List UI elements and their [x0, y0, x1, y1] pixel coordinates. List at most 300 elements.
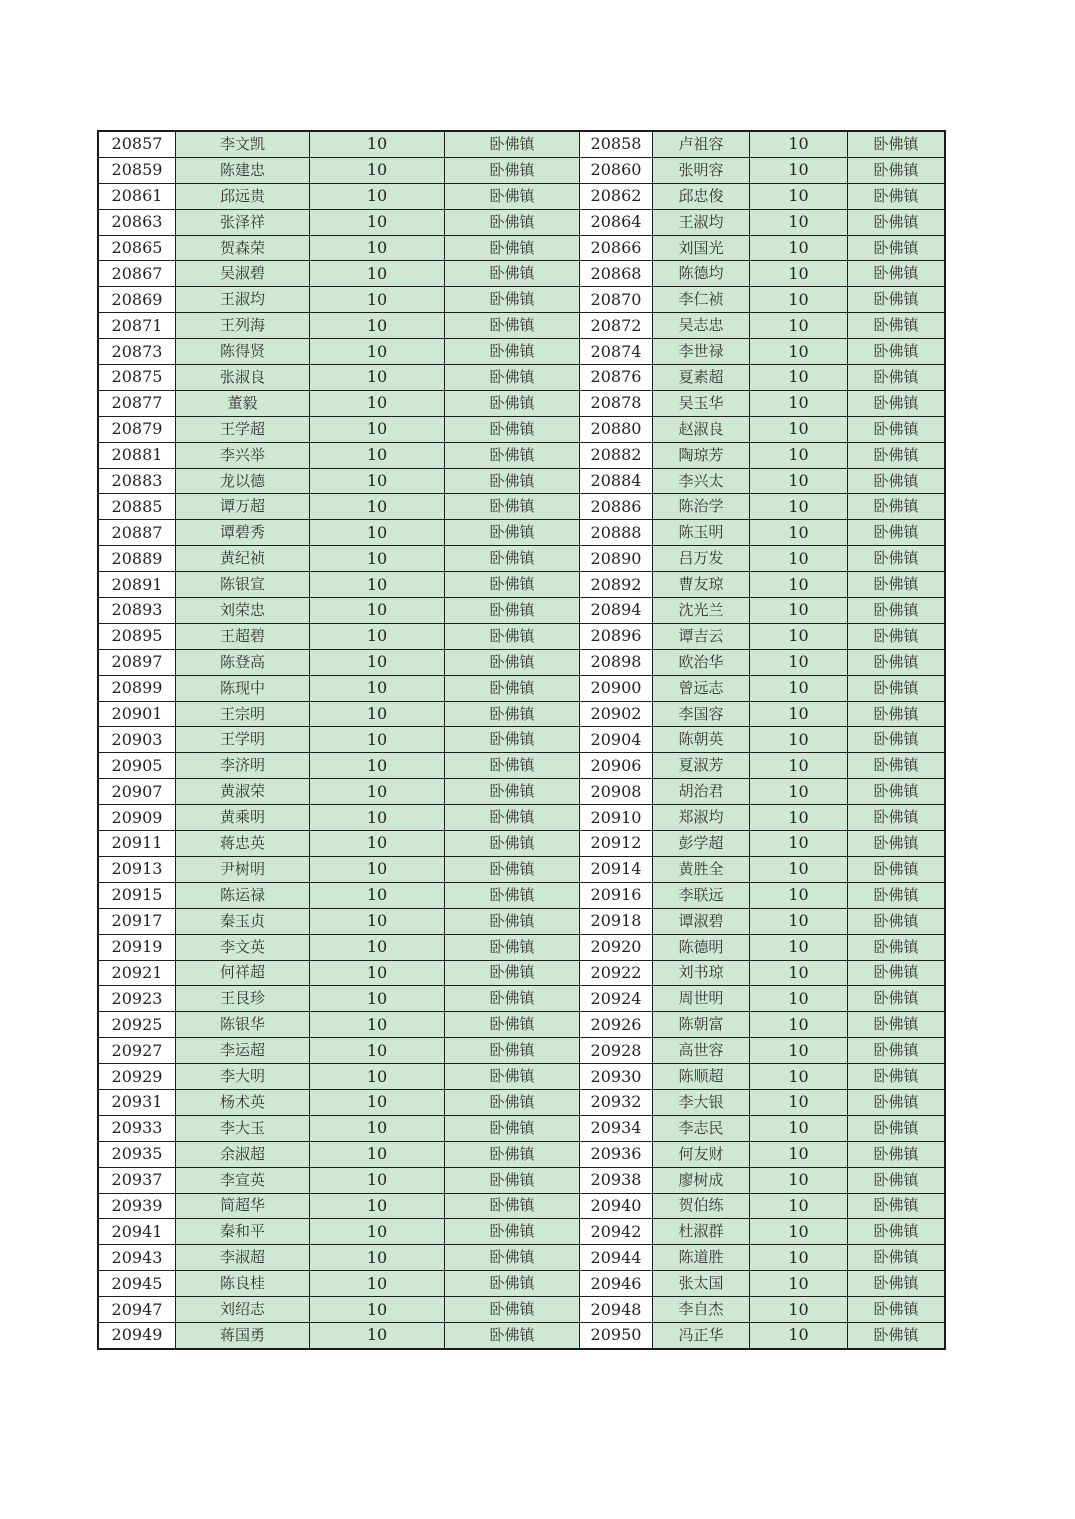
left-town-cell: 卧佛镇 — [445, 520, 580, 546]
left-town-cell: 卧佛镇 — [445, 753, 580, 779]
left-name-cell: 刘荣忠 — [176, 598, 310, 624]
right-value-cell: 10 — [750, 856, 848, 882]
right-name-cell: 欧治华 — [653, 649, 750, 675]
right-value-cell: 10 — [750, 649, 848, 675]
left-value-cell: 10 — [310, 365, 445, 391]
left-value-cell: 10 — [310, 1219, 445, 1245]
left-value-cell: 10 — [310, 1038, 445, 1064]
right-town-cell: 卧佛镇 — [848, 287, 946, 313]
left-id-cell: 20893 — [98, 598, 176, 624]
left-id-cell: 20935 — [98, 1141, 176, 1167]
left-name-cell: 黄淑荣 — [176, 779, 310, 805]
table-body — [98, 131, 945, 1349]
right-id-cell: 20942 — [580, 1219, 653, 1245]
left-value-cell: 10 — [310, 313, 445, 339]
right-value-cell: 10 — [750, 1297, 848, 1323]
left-name-cell: 陈银宣 — [176, 572, 310, 598]
right-town-cell: 卧佛镇 — [848, 1245, 946, 1271]
left-value-cell: 10 — [310, 1167, 445, 1193]
right-town-cell: 卧佛镇 — [848, 1089, 946, 1115]
right-town-cell: 卧佛镇 — [848, 1271, 946, 1297]
table-row — [98, 831, 945, 857]
left-id-cell: 20887 — [98, 520, 176, 546]
left-name-cell: 王宗明 — [176, 701, 310, 727]
left-id-cell: 20927 — [98, 1038, 176, 1064]
left-town-cell: 卧佛镇 — [445, 468, 580, 494]
left-value-cell: 10 — [310, 986, 445, 1012]
right-value-cell: 10 — [750, 209, 848, 235]
table-row — [98, 468, 945, 494]
left-name-cell: 王淑均 — [176, 287, 310, 313]
left-id-cell: 20877 — [98, 390, 176, 416]
right-name-cell: 谭淑碧 — [653, 908, 750, 934]
table-row — [98, 856, 945, 882]
right-town-cell: 卧佛镇 — [848, 183, 946, 209]
right-id-cell: 20928 — [580, 1038, 653, 1064]
right-value-cell: 10 — [750, 934, 848, 960]
right-id-cell: 20894 — [580, 598, 653, 624]
right-id-cell: 20924 — [580, 986, 653, 1012]
right-value-cell: 10 — [750, 986, 848, 1012]
right-value-cell: 10 — [750, 313, 848, 339]
right-value-cell: 10 — [750, 365, 848, 391]
left-name-cell: 董毅 — [176, 390, 310, 416]
left-name-cell: 李宣英 — [176, 1167, 310, 1193]
left-value-cell: 10 — [310, 1141, 445, 1167]
right-name-cell: 王淑均 — [653, 209, 750, 235]
left-name-cell: 谭碧秀 — [176, 520, 310, 546]
left-town-cell: 卧佛镇 — [445, 623, 580, 649]
right-id-cell: 20932 — [580, 1089, 653, 1115]
left-town-cell: 卧佛镇 — [445, 1167, 580, 1193]
left-value-cell: 10 — [310, 183, 445, 209]
left-value-cell: 10 — [310, 390, 445, 416]
table-row — [98, 1219, 945, 1245]
left-id-cell: 20943 — [98, 1245, 176, 1271]
right-id-cell: 20870 — [580, 287, 653, 313]
right-value-cell: 10 — [750, 908, 848, 934]
left-id-cell: 20913 — [98, 856, 176, 882]
right-value-cell: 10 — [750, 157, 848, 183]
right-id-cell: 20892 — [580, 572, 653, 598]
left-town-cell: 卧佛镇 — [445, 287, 580, 313]
right-value-cell: 10 — [750, 753, 848, 779]
right-name-cell: 曹友琼 — [653, 572, 750, 598]
left-town-cell: 卧佛镇 — [445, 675, 580, 701]
table-row — [98, 623, 945, 649]
right-town-cell: 卧佛镇 — [848, 313, 946, 339]
right-id-cell: 20876 — [580, 365, 653, 391]
table-row — [98, 1297, 945, 1323]
table-row — [98, 1089, 945, 1115]
right-town-cell: 卧佛镇 — [848, 209, 946, 235]
left-name-cell: 李兴举 — [176, 442, 310, 468]
left-value-cell: 10 — [310, 649, 445, 675]
right-town-cell: 卧佛镇 — [848, 390, 946, 416]
table-row — [98, 442, 945, 468]
left-town-cell: 卧佛镇 — [445, 365, 580, 391]
right-name-cell: 张明容 — [653, 157, 750, 183]
right-id-cell: 20946 — [580, 1271, 653, 1297]
right-town-cell: 卧佛镇 — [848, 882, 946, 908]
left-town-cell: 卧佛镇 — [445, 1219, 580, 1245]
left-id-cell: 20861 — [98, 183, 176, 209]
table-row — [98, 546, 945, 572]
right-id-cell: 20882 — [580, 442, 653, 468]
left-value-cell: 10 — [310, 1322, 445, 1348]
left-town-cell: 卧佛镇 — [445, 1089, 580, 1115]
left-id-cell: 20939 — [98, 1193, 176, 1219]
right-id-cell: 20880 — [580, 416, 653, 442]
right-value-cell: 10 — [750, 882, 848, 908]
left-town-cell: 卧佛镇 — [445, 701, 580, 727]
left-id-cell: 20947 — [98, 1297, 176, 1323]
left-value-cell: 10 — [310, 339, 445, 365]
left-town-cell: 卧佛镇 — [445, 805, 580, 831]
table-row — [98, 1141, 945, 1167]
right-town-cell: 卧佛镇 — [848, 1193, 946, 1219]
table-row — [98, 1115, 945, 1141]
right-town-cell: 卧佛镇 — [848, 416, 946, 442]
left-id-cell: 20865 — [98, 235, 176, 261]
left-name-cell: 黄纪祯 — [176, 546, 310, 572]
left-id-cell: 20899 — [98, 675, 176, 701]
table-row — [98, 727, 945, 753]
right-value-cell: 10 — [750, 339, 848, 365]
right-name-cell: 刘书琼 — [653, 960, 750, 986]
left-id-cell: 20863 — [98, 209, 176, 235]
right-town-cell: 卧佛镇 — [848, 934, 946, 960]
left-id-cell: 20891 — [98, 572, 176, 598]
left-town-cell: 卧佛镇 — [445, 1193, 580, 1219]
right-town-cell: 卧佛镇 — [848, 1322, 946, 1348]
left-value-cell: 10 — [310, 1297, 445, 1323]
left-town-cell: 卧佛镇 — [445, 1115, 580, 1141]
left-town-cell: 卧佛镇 — [445, 157, 580, 183]
right-value-cell: 10 — [750, 131, 848, 157]
left-name-cell: 蒋国勇 — [176, 1322, 310, 1348]
left-name-cell: 杨术英 — [176, 1089, 310, 1115]
left-value-cell: 10 — [310, 727, 445, 753]
right-town-cell: 卧佛镇 — [848, 131, 946, 157]
right-name-cell: 杜淑群 — [653, 1219, 750, 1245]
left-id-cell: 20925 — [98, 1012, 176, 1038]
right-id-cell: 20938 — [580, 1167, 653, 1193]
right-town-cell: 卧佛镇 — [848, 1219, 946, 1245]
right-id-cell: 20872 — [580, 313, 653, 339]
left-town-cell: 卧佛镇 — [445, 831, 580, 857]
left-value-cell: 10 — [310, 598, 445, 624]
right-id-cell: 20934 — [580, 1115, 653, 1141]
right-id-cell: 20912 — [580, 831, 653, 857]
table-row — [98, 882, 945, 908]
left-town-cell: 卧佛镇 — [445, 779, 580, 805]
table-row — [98, 1064, 945, 1090]
right-id-cell: 20916 — [580, 882, 653, 908]
left-name-cell: 何祥超 — [176, 960, 310, 986]
left-name-cell: 王艮珍 — [176, 986, 310, 1012]
table-row — [98, 365, 945, 391]
right-name-cell: 贺伯练 — [653, 1193, 750, 1219]
table-row — [98, 390, 945, 416]
right-town-cell: 卧佛镇 — [848, 1012, 946, 1038]
right-value-cell: 10 — [750, 623, 848, 649]
left-name-cell: 张泽祥 — [176, 209, 310, 235]
left-id-cell: 20941 — [98, 1219, 176, 1245]
right-value-cell: 10 — [750, 1193, 848, 1219]
right-name-cell: 高世容 — [653, 1038, 750, 1064]
right-value-cell: 10 — [750, 520, 848, 546]
left-id-cell: 20919 — [98, 934, 176, 960]
left-town-cell: 卧佛镇 — [445, 1271, 580, 1297]
table-row — [98, 520, 945, 546]
right-town-cell: 卧佛镇 — [848, 494, 946, 520]
left-id-cell: 20897 — [98, 649, 176, 675]
right-value-cell: 10 — [750, 261, 848, 287]
right-value-cell: 10 — [750, 546, 848, 572]
right-id-cell: 20936 — [580, 1141, 653, 1167]
right-name-cell: 陈顺超 — [653, 1064, 750, 1090]
right-value-cell: 10 — [750, 442, 848, 468]
right-name-cell: 李志民 — [653, 1115, 750, 1141]
right-value-cell: 10 — [750, 468, 848, 494]
right-town-cell: 卧佛镇 — [848, 831, 946, 857]
left-name-cell: 李大玉 — [176, 1115, 310, 1141]
right-name-cell: 吕万发 — [653, 546, 750, 572]
left-id-cell: 20909 — [98, 805, 176, 831]
left-town-cell: 卧佛镇 — [445, 908, 580, 934]
left-id-cell: 20907 — [98, 779, 176, 805]
left-value-cell: 10 — [310, 882, 445, 908]
left-id-cell: 20923 — [98, 986, 176, 1012]
right-id-cell: 20906 — [580, 753, 653, 779]
left-value-cell: 10 — [310, 494, 445, 520]
left-town-cell: 卧佛镇 — [445, 131, 580, 157]
right-town-cell: 卧佛镇 — [848, 365, 946, 391]
right-id-cell: 20950 — [580, 1322, 653, 1348]
right-id-cell: 20896 — [580, 623, 653, 649]
left-name-cell: 李文凯 — [176, 131, 310, 157]
left-value-cell: 10 — [310, 779, 445, 805]
right-value-cell: 10 — [750, 805, 848, 831]
left-town-cell: 卧佛镇 — [445, 339, 580, 365]
left-town-cell: 卧佛镇 — [445, 1322, 580, 1348]
right-id-cell: 20918 — [580, 908, 653, 934]
left-name-cell: 李运超 — [176, 1038, 310, 1064]
right-value-cell: 10 — [750, 831, 848, 857]
left-id-cell: 20901 — [98, 701, 176, 727]
left-id-cell: 20869 — [98, 287, 176, 313]
left-value-cell: 10 — [310, 442, 445, 468]
right-id-cell: 20904 — [580, 727, 653, 753]
right-name-cell: 李世禄 — [653, 339, 750, 365]
left-id-cell: 20881 — [98, 442, 176, 468]
left-name-cell: 刘绍志 — [176, 1297, 310, 1323]
left-id-cell: 20911 — [98, 831, 176, 857]
right-id-cell: 20898 — [580, 649, 653, 675]
right-town-cell: 卧佛镇 — [848, 649, 946, 675]
left-name-cell: 谭万超 — [176, 494, 310, 520]
table-row — [98, 1193, 945, 1219]
right-town-cell: 卧佛镇 — [848, 908, 946, 934]
left-id-cell: 20915 — [98, 882, 176, 908]
right-id-cell: 20858 — [580, 131, 653, 157]
left-town-cell: 卧佛镇 — [445, 1141, 580, 1167]
left-id-cell: 20949 — [98, 1322, 176, 1348]
left-name-cell: 蒋忠英 — [176, 831, 310, 857]
right-id-cell: 20914 — [580, 856, 653, 882]
right-name-cell: 彭学超 — [653, 831, 750, 857]
right-name-cell: 沈光兰 — [653, 598, 750, 624]
left-name-cell: 王学超 — [176, 416, 310, 442]
left-name-cell: 王超碧 — [176, 623, 310, 649]
right-value-cell: 10 — [750, 1167, 848, 1193]
right-id-cell: 20884 — [580, 468, 653, 494]
left-town-cell: 卧佛镇 — [445, 882, 580, 908]
table-row — [98, 1038, 945, 1064]
right-name-cell: 谭吉云 — [653, 623, 750, 649]
left-name-cell: 陈良桂 — [176, 1271, 310, 1297]
right-name-cell: 陈道胜 — [653, 1245, 750, 1271]
right-name-cell: 夏淑芳 — [653, 753, 750, 779]
left-value-cell: 10 — [310, 209, 445, 235]
right-name-cell: 卢祖容 — [653, 131, 750, 157]
left-town-cell: 卧佛镇 — [445, 494, 580, 520]
left-value-cell: 10 — [310, 960, 445, 986]
table-row — [98, 1271, 945, 1297]
left-value-cell: 10 — [310, 805, 445, 831]
left-name-cell: 秦和平 — [176, 1219, 310, 1245]
left-value-cell: 10 — [310, 520, 445, 546]
left-town-cell: 卧佛镇 — [445, 598, 580, 624]
right-town-cell: 卧佛镇 — [848, 1115, 946, 1141]
left-name-cell: 贺森荣 — [176, 235, 310, 261]
left-name-cell: 余淑超 — [176, 1141, 310, 1167]
right-value-cell: 10 — [750, 287, 848, 313]
left-town-cell: 卧佛镇 — [445, 235, 580, 261]
right-name-cell: 刘国光 — [653, 235, 750, 261]
right-name-cell: 李国容 — [653, 701, 750, 727]
left-value-cell: 10 — [310, 856, 445, 882]
right-town-cell: 卧佛镇 — [848, 157, 946, 183]
right-town-cell: 卧佛镇 — [848, 779, 946, 805]
left-name-cell: 黄乘明 — [176, 805, 310, 831]
table-row — [98, 572, 945, 598]
right-value-cell: 10 — [750, 1322, 848, 1348]
right-town-cell: 卧佛镇 — [848, 701, 946, 727]
right-name-cell: 陈朝英 — [653, 727, 750, 753]
left-id-cell: 20937 — [98, 1167, 176, 1193]
left-value-cell: 10 — [310, 235, 445, 261]
right-town-cell: 卧佛镇 — [848, 1167, 946, 1193]
left-name-cell: 陈现中 — [176, 675, 310, 701]
left-name-cell: 吴淑碧 — [176, 261, 310, 287]
left-id-cell: 20905 — [98, 753, 176, 779]
left-value-cell: 10 — [310, 287, 445, 313]
table-row — [98, 1322, 945, 1348]
left-id-cell: 20883 — [98, 468, 176, 494]
right-town-cell: 卧佛镇 — [848, 960, 946, 986]
right-town-cell: 卧佛镇 — [848, 623, 946, 649]
table-row — [98, 1245, 945, 1271]
right-name-cell: 廖树成 — [653, 1167, 750, 1193]
left-town-cell: 卧佛镇 — [445, 856, 580, 882]
left-id-cell: 20933 — [98, 1115, 176, 1141]
left-town-cell: 卧佛镇 — [445, 1038, 580, 1064]
left-value-cell: 10 — [310, 753, 445, 779]
right-town-cell: 卧佛镇 — [848, 1038, 946, 1064]
table-row — [98, 183, 945, 209]
right-id-cell: 20940 — [580, 1193, 653, 1219]
table-row — [98, 649, 945, 675]
right-value-cell: 10 — [750, 1245, 848, 1271]
left-town-cell: 卧佛镇 — [445, 727, 580, 753]
right-town-cell: 卧佛镇 — [848, 856, 946, 882]
right-id-cell: 20868 — [580, 261, 653, 287]
left-id-cell: 20903 — [98, 727, 176, 753]
right-id-cell: 20908 — [580, 779, 653, 805]
left-town-cell: 卧佛镇 — [445, 313, 580, 339]
left-name-cell: 张淑良 — [176, 365, 310, 391]
right-id-cell: 20860 — [580, 157, 653, 183]
left-value-cell: 10 — [310, 546, 445, 572]
left-town-cell: 卧佛镇 — [445, 261, 580, 287]
left-name-cell: 龙以德 — [176, 468, 310, 494]
right-id-cell: 20930 — [580, 1064, 653, 1090]
table-row — [98, 339, 945, 365]
right-town-cell: 卧佛镇 — [848, 1141, 946, 1167]
right-town-cell: 卧佛镇 — [848, 261, 946, 287]
right-town-cell: 卧佛镇 — [848, 235, 946, 261]
left-value-cell: 10 — [310, 1089, 445, 1115]
right-id-cell: 20948 — [580, 1297, 653, 1323]
left-value-cell: 10 — [310, 623, 445, 649]
left-value-cell: 10 — [310, 675, 445, 701]
right-name-cell: 邱忠俊 — [653, 183, 750, 209]
left-name-cell: 尹树明 — [176, 856, 310, 882]
left-name-cell: 李淑超 — [176, 1245, 310, 1271]
right-name-cell: 周世明 — [653, 986, 750, 1012]
right-town-cell: 卧佛镇 — [848, 598, 946, 624]
right-town-cell: 卧佛镇 — [848, 572, 946, 598]
table-row — [98, 416, 945, 442]
right-name-cell: 曾远志 — [653, 675, 750, 701]
table-row — [98, 701, 945, 727]
left-name-cell: 陈运禄 — [176, 882, 310, 908]
right-value-cell: 10 — [750, 779, 848, 805]
table-row — [98, 157, 945, 183]
right-name-cell: 李自杰 — [653, 1297, 750, 1323]
left-name-cell: 简超华 — [176, 1193, 310, 1219]
right-name-cell: 陈玉明 — [653, 520, 750, 546]
left-name-cell: 陈建忠 — [176, 157, 310, 183]
left-id-cell: 20945 — [98, 1271, 176, 1297]
right-id-cell: 20920 — [580, 934, 653, 960]
left-town-cell: 卧佛镇 — [445, 1245, 580, 1271]
left-id-cell: 20873 — [98, 339, 176, 365]
table-row — [98, 779, 945, 805]
right-name-cell: 李大银 — [653, 1089, 750, 1115]
left-town-cell: 卧佛镇 — [445, 1012, 580, 1038]
left-name-cell: 陈登高 — [176, 649, 310, 675]
left-id-cell: 20875 — [98, 365, 176, 391]
left-id-cell: 20871 — [98, 313, 176, 339]
right-town-cell: 卧佛镇 — [848, 1064, 946, 1090]
right-town-cell: 卧佛镇 — [848, 986, 946, 1012]
right-id-cell: 20886 — [580, 494, 653, 520]
right-value-cell: 10 — [750, 494, 848, 520]
table-row — [98, 1167, 945, 1193]
